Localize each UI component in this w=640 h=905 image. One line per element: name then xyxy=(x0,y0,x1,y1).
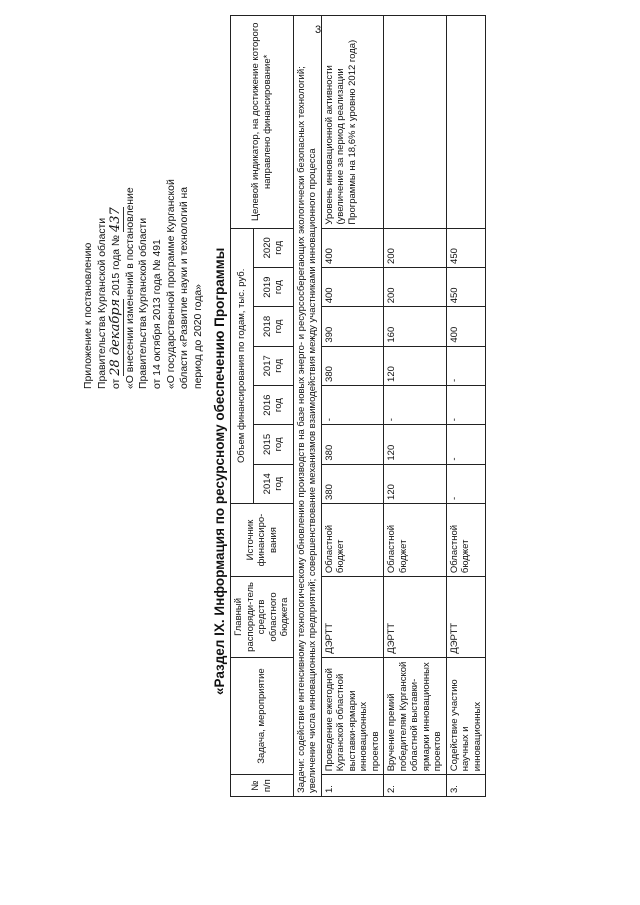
row-num: 3. xyxy=(446,775,486,797)
table-row xyxy=(446,16,486,797)
row-value: 390 xyxy=(321,307,384,346)
row-value: 400 xyxy=(321,228,384,267)
row-value: 120 xyxy=(384,464,447,503)
row-indicator xyxy=(446,16,486,229)
appendix-line: области «Развитие науки и технологий на xyxy=(179,186,191,389)
section-title: «Раздел IX. Информация по ресурсному обеспечению Программы xyxy=(212,247,227,695)
row-num: 1. xyxy=(321,775,384,797)
row-manager: ДЭРТТ xyxy=(384,577,447,658)
row-indicator: Уровень инновационной активности (увеличение за период реализации Программы на 18,6% к уровню 2012 года) xyxy=(321,16,384,229)
header-manager: Главный распоряди-тель средств областного бюджета xyxy=(231,577,294,658)
appendix-header xyxy=(82,59,205,389)
tasks-row xyxy=(293,16,321,797)
header-volume: Объем финансирования по годам, тыс. руб. xyxy=(231,228,254,503)
row-source: Областной бюджет xyxy=(384,503,447,576)
appendix-prefix: от xyxy=(111,378,123,389)
page-number: 3 xyxy=(315,24,322,36)
row-value: - xyxy=(446,346,486,385)
appendix-date-line xyxy=(109,59,124,389)
header-indicator: Целевой индикатор, на достижение которого направлено финансирование* xyxy=(231,16,294,229)
header-year: 2020 год xyxy=(254,228,293,267)
row-value: 200 xyxy=(384,267,447,306)
row-value: 400 xyxy=(321,267,384,306)
row-value: 450 xyxy=(446,228,486,267)
handwritten-date: 28 декабря xyxy=(108,298,124,376)
row-manager: ДЭРТТ xyxy=(446,577,486,658)
table-header-row xyxy=(231,16,254,797)
appendix-year-text: 2015 года № xyxy=(111,234,123,296)
row-value: 380 xyxy=(321,464,384,503)
appendix-line: «О внесении изменений в постановление xyxy=(124,187,136,389)
resource-table xyxy=(230,15,486,797)
row-value: - xyxy=(321,385,384,424)
row-value: 450 xyxy=(446,267,486,306)
header-year: 2015 год xyxy=(254,425,293,464)
row-value: 120 xyxy=(384,346,447,385)
rotated-page-content xyxy=(40,15,620,895)
tasks-text: Задачи: содействие интенсивному технологическому обновлению производств на базе новых энерго- и ресурсосберегающих экологически безопасных технологий; увеличение числа инновационных предприятий; совершенствование механизмов взаимодействия между участниками инновационного процесса xyxy=(293,16,321,797)
row-value: 380 xyxy=(321,346,384,385)
header-year: 2017 год xyxy=(254,346,293,385)
header-year: 2016 год xyxy=(254,385,293,424)
row-value: - xyxy=(446,385,486,424)
row-indicator xyxy=(384,16,447,229)
header-task: Задача, мероприятие xyxy=(231,657,294,775)
row-value: 200 xyxy=(384,228,447,267)
appendix-line: Правительства Курганской области xyxy=(96,217,108,389)
header-num: № п/п xyxy=(231,775,294,797)
appendix-line: Правительства Курганской области xyxy=(138,217,150,389)
appendix-line: Приложение к постановлению xyxy=(83,242,94,389)
table-row xyxy=(384,16,447,797)
row-task: Содействие участию научных и инновационных xyxy=(446,657,486,775)
row-value: - xyxy=(446,425,486,464)
row-task: Проведение ежегодной Курганской областной выставки-ярмарки инновационных проектов xyxy=(321,657,384,775)
row-value: 380 xyxy=(321,425,384,464)
row-value: 120 xyxy=(384,425,447,464)
handwritten-number: 437 xyxy=(108,207,124,233)
row-task: Вручение премий победителям Курганской областной выставки-ярмарки инновационных проектов xyxy=(384,657,447,775)
appendix-line: от 14 октября 2013 года № 491 xyxy=(151,239,163,389)
row-manager: ДЭРТТ xyxy=(321,577,384,658)
header-year: 2014 год xyxy=(254,464,293,503)
appendix-line: период до 2020 года» xyxy=(192,284,204,389)
row-num: 2. xyxy=(384,775,447,797)
header-year: 2019 год xyxy=(254,267,293,306)
row-value: 400 xyxy=(446,307,486,346)
header-source: Источник финансиро-вания xyxy=(231,503,294,576)
row-source: Областной бюджет xyxy=(321,503,384,576)
row-value: 160 xyxy=(384,307,447,346)
row-source: Областной бюджет xyxy=(446,503,486,576)
appendix-line: «О государственной программе Курганской xyxy=(165,179,177,389)
row-value: - xyxy=(384,385,447,424)
header-year: 2018 год xyxy=(254,307,293,346)
row-value: - xyxy=(446,464,486,503)
table-row xyxy=(321,16,384,797)
